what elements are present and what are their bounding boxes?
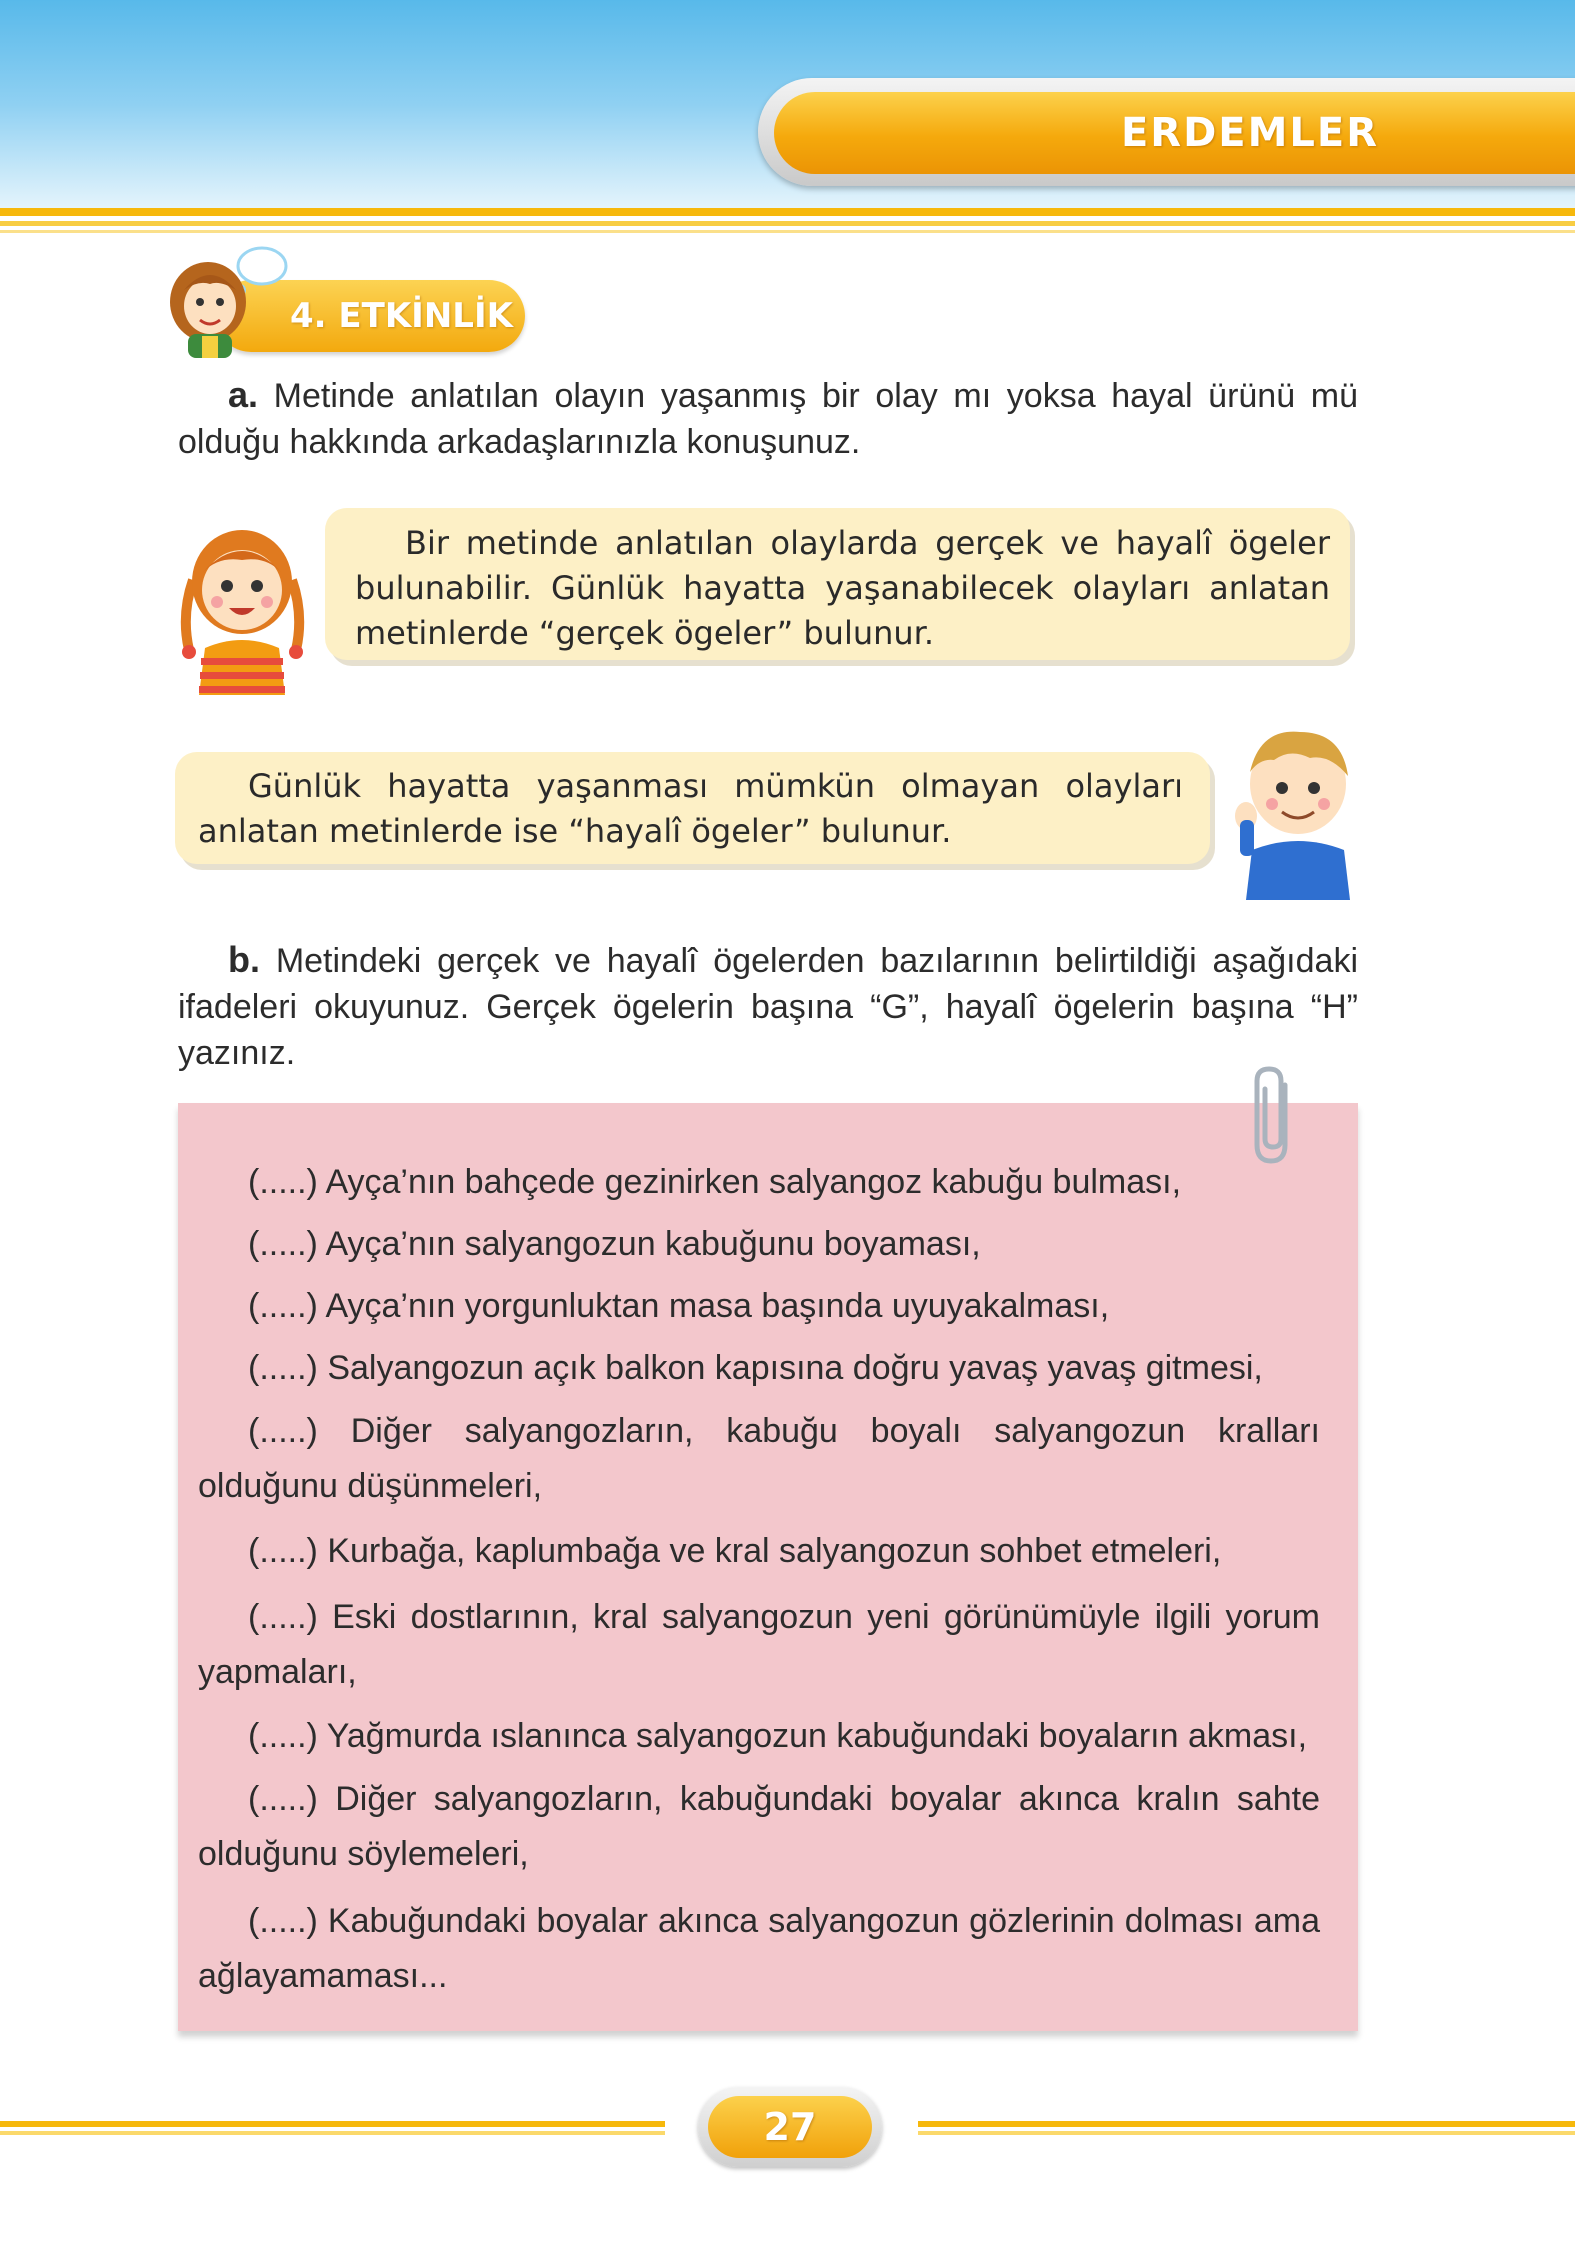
list-item: (.....) Diğer salyangozların, kabuğundaki boyalar akınca kralın sahte olduğunu söylemeleri, <box>198 1780 1320 1873</box>
list-item: (.....) Kurbağa, kaplumbağa ve kral salyangozun sohbet etmeleri, <box>248 1532 1222 1570</box>
footer-divider <box>0 2131 665 2135</box>
list-item: (.....) Diğer salyangozların, kabuğu boyalı salyangozun kralları olduğunu düşünmeleri, <box>198 1412 1320 1505</box>
girl-thinking-icon <box>150 240 290 360</box>
part-a-text: Metinde anlatılan olayın yaşanmış bir olay mı yoksa hayal ürünü mü olduğu hakkında arkadaşlarınızla konuşunuz. <box>178 377 1358 461</box>
part-a-paragraph <box>178 372 1358 465</box>
list-item: (.....) Ayça’nın bahçede gezinirken salyangoz kabuğu bulması, <box>248 1163 1182 1201</box>
part-b-paragraph <box>178 937 1358 1076</box>
page-number: 27 <box>763 2105 817 2149</box>
part-b-text: Metindeki gerçek ve hayalî ögelerden bazılarının belirtildiği aşağıdaki ifadeleri okuyunuz. Gerçek ögelerin başına “G”, hayalî ögelerin başına “H” yazınız. <box>178 942 1358 1072</box>
list-item: (.....) Salyangozun açık balkon kapısına doğru yavaş yavaş gitmesi, <box>248 1349 1263 1387</box>
header-divider <box>0 221 1575 226</box>
footer-divider <box>918 2121 1575 2127</box>
list-item: (.....) Ayça’nın salyangozun kabuğunu boyaması, <box>248 1225 981 1263</box>
header-divider <box>0 230 1575 233</box>
page-title: ERDEMLER <box>1120 110 1380 156</box>
girl-character-icon <box>175 520 310 695</box>
list-item: (.....) Eski dostlarının, kral salyangozun yeni görünümüyle ilgili yorum yapmaları, <box>198 1598 1320 1691</box>
part-a-letter: a. <box>228 374 259 415</box>
list-item: (.....) Kabuğundaki boyalar akınca salyangozun gözlerinin dolması ama ağlayamaması... <box>198 1902 1320 1995</box>
boy-character-icon <box>1230 720 1365 900</box>
paperclip-icon <box>1245 1063 1305 1169</box>
bubble-boy-text: Günlük hayatta yaşanması mümkün olmayan olayları anlatan metinlerde ise “hayalî ögeler” bulunur. <box>198 767 1183 850</box>
activity-label: 4. ETKİNLİK <box>290 296 513 336</box>
list-item: (.....) Yağmurda ıslanınca salyangozun kabuğundaki boyaların akması, <box>248 1717 1308 1755</box>
header-divider <box>0 208 1575 216</box>
footer-divider <box>918 2131 1575 2135</box>
footer-divider <box>0 2121 665 2127</box>
list-item: (.....) Ayça’nın yorgunluktan masa başında uyuyakalması, <box>248 1287 1110 1325</box>
bubble-girl-text: Bir metinde anlatılan olaylarda gerçek ve hayalî ögeler bulunabilir. Günlük hayatta yaşanabilecek olayları anlatan metinlerde “gerçek ögeler” bulunur. <box>355 524 1330 652</box>
part-b-letter: b. <box>228 939 260 980</box>
